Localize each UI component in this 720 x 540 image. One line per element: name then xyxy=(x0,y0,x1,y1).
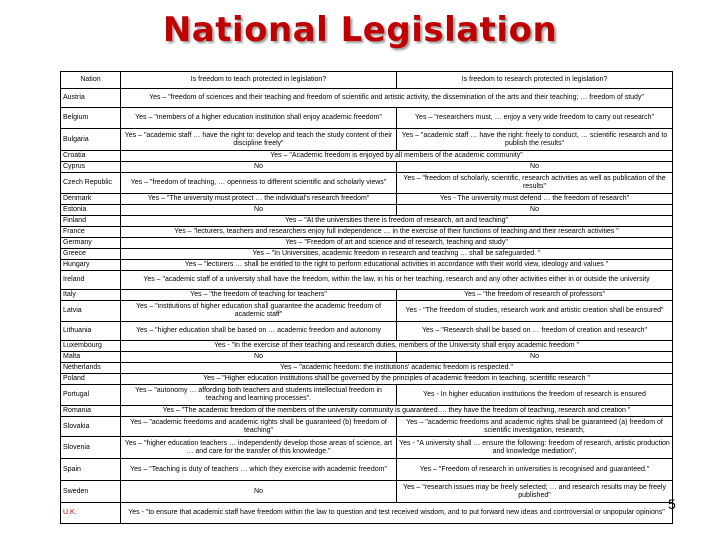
table-row xyxy=(61,89,673,108)
country-cell: Romania xyxy=(61,406,121,417)
table-row xyxy=(61,481,673,503)
teach-answer-cell: Yes – "The university must protect … the individual's research freedom" xyxy=(121,194,397,205)
merged-answer-cell: Yes – "Academic freedom is enjoyed by all members of the academic community" xyxy=(121,151,673,162)
table-row xyxy=(61,162,673,173)
header-research: Is freedom to research protected in legislation? xyxy=(397,72,673,89)
research-answer-cell: Yes – "academic freedoms and academic rights shall be guaranteed (a) freedom of scientific investigation, research, xyxy=(397,417,673,437)
table-row xyxy=(61,406,673,417)
table-row xyxy=(61,503,673,524)
country-cell: Netherlands xyxy=(61,363,121,374)
table-row xyxy=(61,374,673,385)
teach-answer-cell: No xyxy=(121,162,397,173)
country-cell: Hungary xyxy=(61,260,121,271)
teach-answer-cell: Yes – "autonomy … affording both teachers and students intellectual freedom in teaching and learning processes". xyxy=(121,385,397,406)
table-header-row xyxy=(61,72,673,89)
country-cell: Bulgaria xyxy=(61,129,121,151)
teach-answer-cell: Yes – "academic staff … have the right to: develop and teach the study content of their discipline freely" xyxy=(121,129,397,151)
research-answer-cell: Yes - "A university shall … ensure the following: freedom of research, artistic production and knowledge mediation", xyxy=(397,437,673,459)
country-cell: Italy xyxy=(61,290,121,301)
research-answer-cell: Yes - "The freedom of studies, research work and artistic creation shall be ensured" xyxy=(397,301,673,322)
research-answer-cell: No xyxy=(397,352,673,363)
teach-answer-cell: Yes – "higher education teachers … independently develop those areas of science, art … and care for the transfer of this knowledge." xyxy=(121,437,397,459)
table-row xyxy=(61,249,673,260)
country-cell: Malta xyxy=(61,352,121,363)
teach-answer-cell: No xyxy=(121,481,397,503)
country-cell: Slovenia xyxy=(61,437,121,459)
table-row xyxy=(61,352,673,363)
country-cell: Germany xyxy=(61,238,121,249)
country-cell: Cyprus xyxy=(61,162,121,173)
teach-answer-cell: Yes – "Teaching is duty of teachers … which they exercise with academic freedom" xyxy=(121,459,397,481)
teach-answer-cell: Yes – "higher education shall be based on … academic freedom and autonomy xyxy=(121,322,397,341)
table-row xyxy=(61,437,673,459)
merged-answer-cell: Yes – "lecturers … shall be entitled to the right to perform educational activities in accordance with their world view, ideology and values " xyxy=(121,260,673,271)
country-cell: Poland xyxy=(61,374,121,385)
merged-answer-cell: Yes – "academic staff of a university shall have the freedom, within the law, in his or her teaching, research and any other activities either in or outside the university xyxy=(121,271,673,290)
research-answer-cell: Yes – "Freedom of research in universities is recognised and guaranteed." xyxy=(397,459,673,481)
country-cell: Portugal xyxy=(61,385,121,406)
legislation-table xyxy=(60,71,673,524)
teach-answer-cell: Yes – "the freedom of teaching for teachers" xyxy=(121,290,397,301)
page-number: 5 xyxy=(668,496,676,512)
country-cell: Finland xyxy=(61,216,121,227)
country-cell: Ireland xyxy=(61,271,121,290)
table-row xyxy=(61,417,673,437)
table-row xyxy=(61,363,673,374)
country-cell: Denmark xyxy=(61,194,121,205)
research-answer-cell: Yes – "freedom of scholarly, scientific, research activities as well as publication of the results" xyxy=(397,173,673,194)
research-answer-cell: Yes – "the freedom of research of professors" xyxy=(397,290,673,301)
table-row xyxy=(61,108,673,129)
table-row xyxy=(61,227,673,238)
country-cell: Czech Republic xyxy=(61,173,121,194)
table-row xyxy=(61,216,673,227)
country-cell: Spain xyxy=(61,459,121,481)
page-title: National Legislation xyxy=(162,10,558,50)
table-row xyxy=(61,341,673,352)
table-row xyxy=(61,260,673,271)
country-cell: Lithuania xyxy=(61,322,121,341)
research-answer-cell: Yes – "Research shall be based on … freedom of creation and research" xyxy=(397,322,673,341)
research-answer-cell: Yes - The university must defend … the freedom of research" xyxy=(397,194,673,205)
merged-answer-cell: Yes – "Freedom of art and science and of research, teaching and study" xyxy=(121,238,673,249)
country-cell: Slovakia xyxy=(61,417,121,437)
merged-answer-cell: Yes – "Higher education institutions shall be governed by the principles of academic freedom in teaching, scientific research " xyxy=(121,374,673,385)
research-answer-cell: Yes - In higher education institutions the freedom of research is ensured xyxy=(397,385,673,406)
country-cell: Luxembourg xyxy=(61,341,121,352)
merged-answer-cell: Yes - "to ensure that academic staff have freedom within the law to question and test received wisdom, and to put forward new ideas and controversial or unpopular opinions" xyxy=(121,503,673,524)
merged-answer-cell: Yes – "At the universities there is freedom of research, art and teaching" xyxy=(121,216,673,227)
research-answer-cell: Yes – "researchers must, … enjoy a very wide freedom to carry out research" xyxy=(397,108,673,129)
country-cell: Greece xyxy=(61,249,121,260)
merged-answer-cell: Yes – "The academic freedom of the members of the university community is guaranteed…. they have the freedom of teaching, research and creation " xyxy=(121,406,673,417)
merged-answer-cell: Yes – "freedom of sciences and their teaching and freedom of scientific and artistic activity, the dissemination of the arts and their teaching; … freedom of study" xyxy=(121,89,673,108)
table-row xyxy=(61,459,673,481)
country-cell: Croatia xyxy=(61,151,121,162)
teach-answer-cell: Yes – "institutions of higher education shall guarantee the academic freedom of academic staff" xyxy=(121,301,397,322)
table-row xyxy=(61,322,673,341)
table-row xyxy=(61,301,673,322)
header-teach: Is freedom to teach protected in legislation? xyxy=(121,72,397,89)
table-row xyxy=(61,385,673,406)
research-answer-cell: No xyxy=(397,162,673,173)
teach-answer-cell: Yes – "freedom of teaching, … openness to different scientific and scholarly views" xyxy=(121,173,397,194)
research-answer-cell: Yes – "academic staff … have the right: freely to conduct, … scientific research and to publish the results" xyxy=(397,129,673,151)
table-row xyxy=(61,129,673,151)
table-row xyxy=(61,151,673,162)
table-row xyxy=(61,173,673,194)
table-row xyxy=(61,290,673,301)
table-row xyxy=(61,205,673,216)
country-cell: Latvia xyxy=(61,301,121,322)
header-nation: Nation xyxy=(61,72,121,89)
merged-answer-cell: Yes – "In Universities, academic freedom in research and teaching … shall be safeguarded. " xyxy=(121,249,673,260)
teach-answer-cell: Yes – "members of a higher education institution shall enjoy academic freedom" xyxy=(121,108,397,129)
research-answer-cell: No xyxy=(397,205,673,216)
table-row xyxy=(61,194,673,205)
table-row xyxy=(61,271,673,290)
country-cell: Sweden xyxy=(61,481,121,503)
merged-answer-cell: Yes - "In the exercise of their teaching and research duties, members of the University shall enjoy academic freedom " xyxy=(121,341,673,352)
table-row xyxy=(61,238,673,249)
country-cell: U.K. xyxy=(61,503,121,524)
teach-answer-cell: No xyxy=(121,205,397,216)
merged-answer-cell: Yes – "academic freedom: the institutions' academic freedom is respected." xyxy=(121,363,673,374)
country-cell: Estonia xyxy=(61,205,121,216)
country-cell: France xyxy=(61,227,121,238)
teach-answer-cell: No xyxy=(121,352,397,363)
country-cell: Belgium xyxy=(61,108,121,129)
teach-answer-cell: Yes – "academic freedoms and academic rights shall be guaranteed (b) freedom of teaching" xyxy=(121,417,397,437)
merged-answer-cell: Yes – "lecturers, teachers and researchers enjoy full independence … in the exercise of their functions of teaching and their research activities " xyxy=(121,227,673,238)
research-answer-cell: Yes – "research issues may be freely selected; … and research results may be freely published" xyxy=(397,481,673,503)
country-cell: Austria xyxy=(61,89,121,108)
